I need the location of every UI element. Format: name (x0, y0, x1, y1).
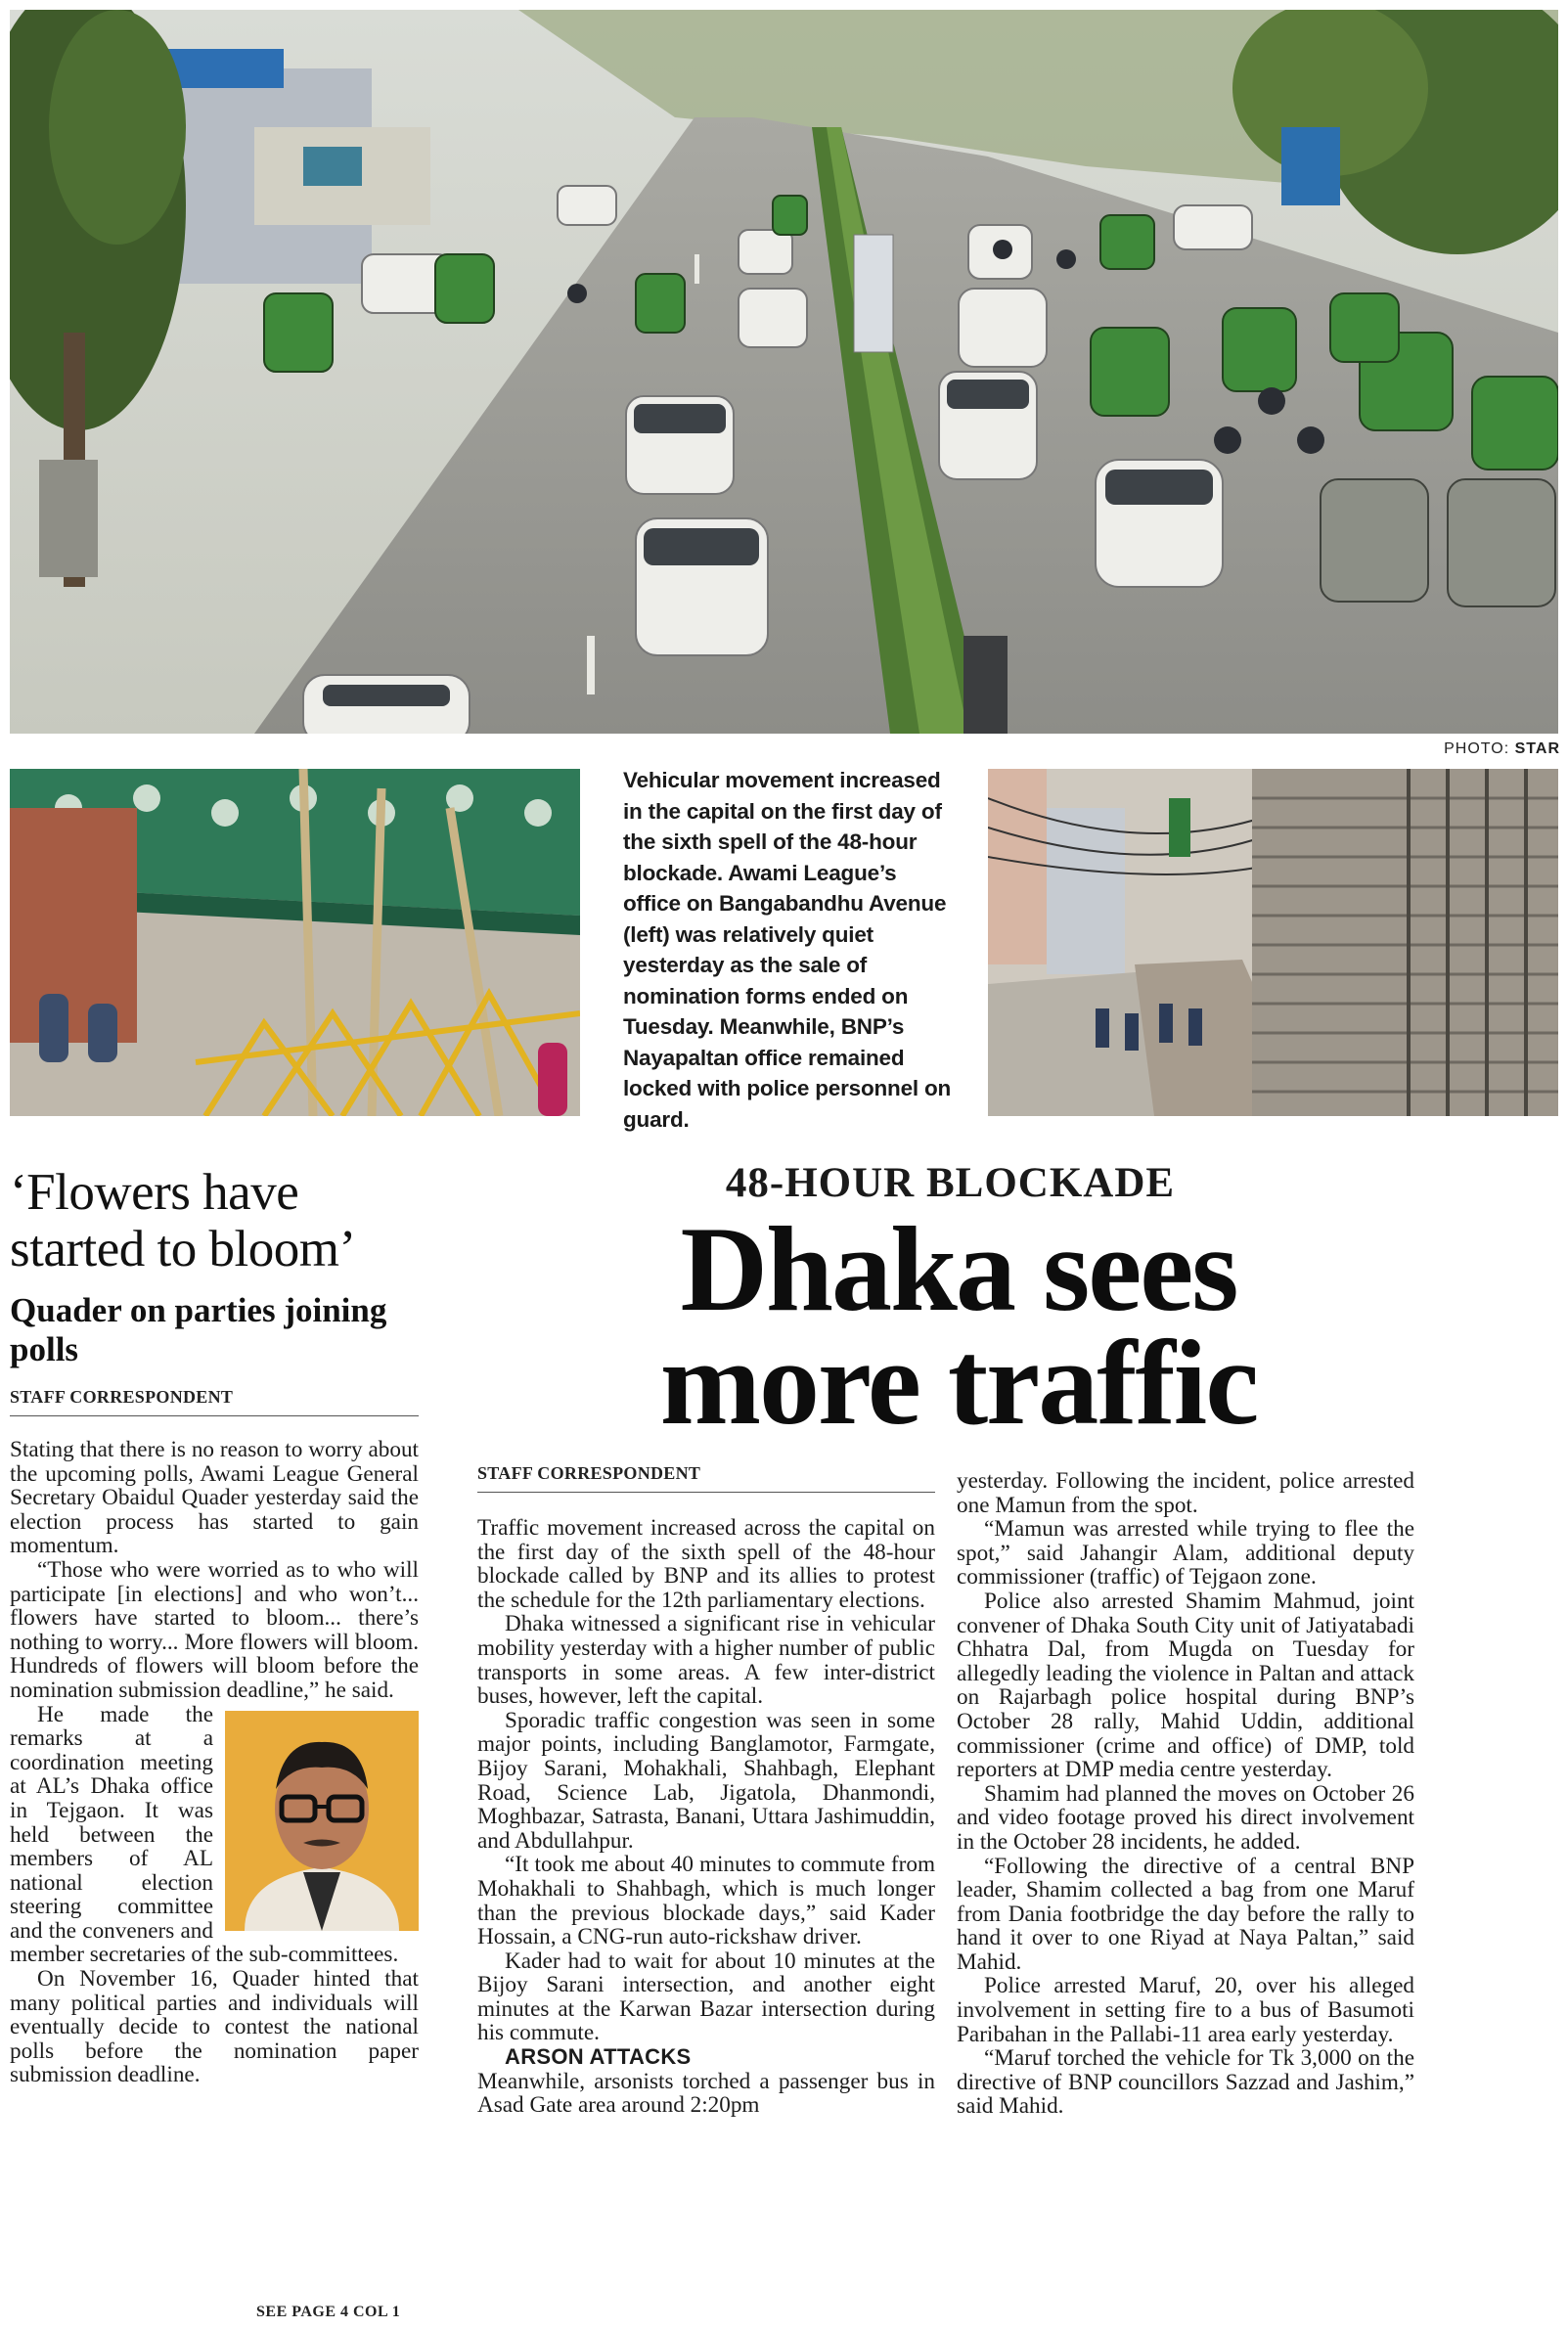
photo-credit (1444, 740, 1560, 758)
portrait-illustration (225, 1711, 419, 1931)
side-jump-line: SEE PAGE 4 COL 1 (256, 2304, 401, 2320)
al-office-photo (10, 769, 580, 1116)
main-c2-paragraph-2: “Mamun was arrested while trying to flee the spot,” said Jahangir Alam, additional deputy commissioner (traffic) of Tejgaon zone. (957, 1516, 1414, 1590)
side-byline-rule (10, 1415, 419, 1416)
main-c2-paragraph-6: Police arrested Maruf, 20, over his alleged involvement in setting fire to a bus of Basumoti Paribahan in the Pallabi-11 area early yesterday. (957, 1973, 1414, 2047)
al-office-illustration (10, 769, 580, 1116)
main-c2-paragraph-4: Shamim had planned the moves on October 26 and video footage proved his direct involvement in the October 28 incidents, he added. (957, 1780, 1414, 1855)
photo-caption: Vehicular movement increased in the capital on the first day of the sixth spell of the 48-hour blockade. Awami League’s office on Bangabandhu Avenue (left) was relatively quiet yesterday as the sale of nomination forms ended on Tuesday. Meanwhile, BNP’s Nayapaltan office remained locked with police personnel on guard. (623, 768, 952, 1132)
main-c1-paragraph-3: Sporadic traffic congestion was seen in some major points, including Banglamotor, Farmgate, Bijoy Sarani, Mohakhali, Shahbagh, Elephant Road, Science Lab, Jigatola, Dhanmondi, Moghbazar, Satrasta, Banani, Uttara Jashimuddin, and Abdullahpur. (477, 1707, 935, 1854)
main-c1-paragraph-5: Kader had to wait for about 10 minutes at the Bijoy Sarani intersection, and another eight minutes at the Karwan Bazar intersection during his commute. (477, 1948, 935, 2046)
arson-subhead: ARSON ATTACKS (505, 2044, 692, 2070)
main-kicker-text: 48-HOUR BLOCKADE (725, 1160, 1176, 1206)
main-byline-rule (477, 1492, 935, 1493)
side-paragraph-2: “Those who were worried as to who will participate [in elections] and who won’t... flowers have started to bloom... there’s nothing to worry... More flowers will bloom. Hundreds of flowers will bloom before the nomination submission deadline,” he said. (10, 1556, 419, 1703)
side-deck: Quader on parties joining polls (10, 1291, 387, 1368)
bnp-office-photo (988, 769, 1558, 1116)
main-byline: STAFF CORRESPONDENT (477, 1463, 701, 1483)
traffic-scene-illustration (10, 10, 1558, 734)
main-story-column-2 (957, 1469, 1414, 2119)
quader-portrait (225, 1711, 419, 1931)
main-c1-paragraph-4: “It took me about 40 minutes to commute from Mohakhali to Shahbagh, which is much longer than the previous blockade days,” said Kader Hossain, a CNG-run auto-rickshaw driver. (477, 1852, 935, 1950)
main-photo (10, 10, 1558, 734)
photo-credit-label: PHOTO: (1444, 740, 1510, 757)
side-paragraph-1: Stating that there is no reason to worry about the upcoming polls, Awami League General Secretary Obaidul Quader yesterday said the election process has started to gain momentum. (10, 1437, 419, 1559)
main-c1-paragraph-1: Traffic movement increased across the capital on the first day of the sixth spell of the 48-hour blockade called by BNP and its allies to protest the schedule for the 12th parliamentary elections. (477, 1515, 935, 1613)
side-paragraph-3: He made the remarks at a coordination meeting at AL’s Dhaka office in Tejgaon. It was held between the members of AL national election steering committee and the conveners and member secretaries of the sub-committees. (10, 1701, 399, 1968)
main-story-column-1 (477, 1516, 935, 2118)
main-kicker (0, 1159, 1568, 1207)
side-byline: STAFF CORRESPONDENT (10, 1387, 234, 1407)
photo-credit-source: STAR (1514, 740, 1560, 757)
side-paragraph-4: On November 16, Quader hinted that many political parties and individuals will eventually decide to contest the national polls before the nomination paper submission deadline. (10, 1966, 419, 2088)
main-c1-paragraph-6: Meanwhile, arsonists torched a passenger bus in Asad Gate area around 2:20pm (477, 2068, 935, 2119)
main-c2-paragraph-7: “Maruf torched the vehicle for Tk 3,000 on the directive of BNP councillors Sazzad and Jashim,” said Mahid. (957, 2045, 1414, 2120)
side-headline: ‘Flowers have started to bloom’ (10, 1164, 356, 1277)
main-c2-paragraph-5: “Following the directive of a central BNP leader, Shamim collected a bag from one Maruf from Dania footbridge the day before the rally to hand it over to one Riyad at Naya Paltan,” said Mahid. (957, 1853, 1414, 1975)
main-c2-paragraph-3: Police also arrested Shamim Mahmud, joint convener of Dhaka South City unit of Jatiyatabadi Chhatra Dal, from Mugda on Tuesday for allegedly leading the violence in Paltan and attack on Rajarbagh police hospital during BNP’s October 28 rally, Mahid Uddin, additional commissioner (crime and office) of DMP, told reporters at DMP media centre yesterday. (957, 1588, 1414, 1783)
main-headline: Dhaka sees more traffic (659, 1202, 1258, 1450)
main-c1-paragraph-2: Dhaka witnessed a significant rise in vehicular mobility yesterday with a higher number of public transports in some areas. A few inter-district buses, however, left the capital. (477, 1611, 935, 1710)
side-story-body (10, 1438, 419, 2087)
main-c2-paragraph-1: yesterday. Following the incident, police arrested one Mamun from the spot. (957, 1468, 1414, 1518)
bnp-office-illustration (988, 769, 1558, 1116)
